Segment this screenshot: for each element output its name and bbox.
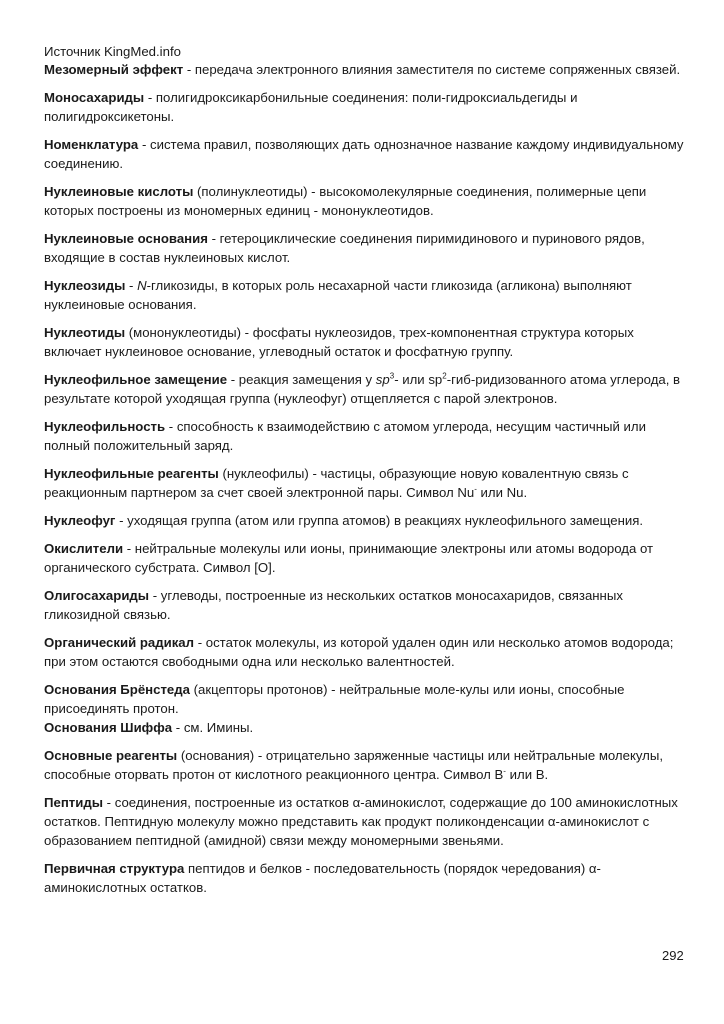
glossary-entry [44,793,692,850]
entry-term: Первичная структура [44,861,185,876]
entry-term: Органический радикал [44,635,195,650]
glossary-entry [44,680,692,718]
entry-term: Нуклеофильные реагенты [44,466,219,481]
entry-definition: -гиб-ридизованного атома углерода, в результате которой уходящая группа (нуклеофуг) отщепляется с парой электронов. [44,372,681,406]
page-number: 292 [662,948,684,963]
entry-term: Основания Шиффа [44,720,173,735]
entry-definition: пептидов и белков - последовательность (порядок чередования) α-аминокислотных остатков. [44,861,601,895]
entry-definition: - нейтральные молекулы или ионы, принимающие электроны или атомы водорода от органического субстрата. Символ [O]. [44,541,654,575]
entry-term: Окислители [44,541,124,556]
entry-definition: - гетероциклические соединения пиримидинового и пуринового рядов, входящие в состав нуклеиновых кислот. [44,231,645,265]
glossary-entry [44,746,692,784]
entry-definition: (мононуклеотиды) - фосфаты нуклеозидов, трех-компонентная структура которых включает нуклеиновое основание, углеводный остаток и фосфатную группу. [44,325,634,359]
entry-term: Нуклеиновые основания [44,231,208,246]
glossary-entry [44,229,692,267]
source-header: Источник KingMed.info [44,44,181,59]
entry-definition: или B. [505,767,549,782]
glossary-entry [44,323,692,361]
entry-definition: - уходящая группа (атом или группа атомов) в реакциях нуклеофильного замещения. [115,513,644,528]
entry-term: Нуклеиновые кислоты [44,184,194,199]
glossary-entries [44,60,692,906]
entry-definition: - остаток молекулы, из которой удален один или несколько атомов водорода; при этом остаются свободными одна или несколько валентностей. [44,635,674,669]
glossary-entry [44,370,692,408]
entry-definition: - полигидроксикарбонильные соединения: поли-гидроксиальдегиды и полигидроксикетоны. [44,90,578,124]
entry-term: Нуклеофильное замещение [44,372,228,387]
entry-term: Нуклеофуг [44,513,116,528]
entry-definition: (основания) - отрицательно заряженные частицы или нейтральные молекулы, способные оторвать протон от кислотного реакционного центра. Символ B [44,748,664,782]
entry-term: Мезомерный эффект [44,62,184,77]
glossary-entry [44,464,692,502]
entry-definition: -гликозиды, в которых роль несахарной части гликозида (агликона) выполняют нуклеиновые основания. [44,278,632,312]
glossary-entry [44,859,692,897]
glossary-entry [44,586,692,624]
entry-term: Основания Брёнстеда [44,682,190,697]
entry-term: Пептиды [44,795,103,810]
glossary-entry [44,276,692,314]
entry-definition: - реакция замещения у [227,372,376,387]
entry-term: Нуклеотиды [44,325,126,340]
entry-term: Основные реагенты [44,748,178,763]
superscript: - [503,766,506,776]
entry-term: Номенклатура [44,137,139,152]
entry-definition: - передача электронного влияния заместителя по системе сопряженных связей. [183,62,681,77]
entry-definition: (нуклеофилы) - частицы, образующие новую ковалентную связь с реакционным партнером за счет своей электронной пары. Символ Nu [44,466,629,500]
entry-definition: (полинуклеотиды) - высокомолекулярные соединения, полимерные цепи которых построены из мономерных единиц - мононуклеотидов. [44,184,647,218]
glossary-entry [44,539,692,577]
entry-definition: - соединения, построенные из остатков α-аминокислот, содержащие до 100 аминокислотных остатков. Пептидную молекулу можно представить как продукт поликонденсации α-аминокислот с образованием пептидной (амидной) связи между мономерными звеньями. [44,795,678,848]
superscript: 3 [389,371,395,381]
entry-definition: - [125,278,138,293]
entry-term: Олигосахариды [44,588,150,603]
glossary-entry [44,182,692,220]
glossary-entry [44,511,692,530]
superscript: 2 [442,371,447,381]
glossary-entry [44,60,692,79]
glossary-entry [44,633,692,671]
superscript: - [474,484,477,494]
glossary-entry [44,718,692,737]
entry-term: Нуклеозиды [44,278,126,293]
entry-definition: - см. Имины. [172,720,254,735]
entry-definition-italic: N [137,278,147,293]
entry-term: Моносахариды [44,90,145,105]
entry-definition: - система правил, позволяющих дать однозначное название каждому индивидуальному соединению. [44,137,684,171]
entry-definition: или Nu. [476,485,528,500]
entry-definition-italic: sp [375,372,390,387]
glossary-entry [44,88,692,126]
entry-definition: - способность к взаимодействию с атомом углерода, несущим частичный или полный положительный заряд. [44,419,646,453]
entry-definition: (акцепторы протонов) - нейтральные моле-кулы или ионы, способные присоединять протон. [44,682,625,716]
glossary-entry [44,417,692,455]
entry-definition: - углеводы, построенные из нескольких остатков моносахаридов, связанных гликозидной связью. [44,588,623,622]
entry-definition: - или sp [394,372,443,387]
glossary-entry [44,135,692,173]
entry-term: Нуклеофильность [44,419,166,434]
